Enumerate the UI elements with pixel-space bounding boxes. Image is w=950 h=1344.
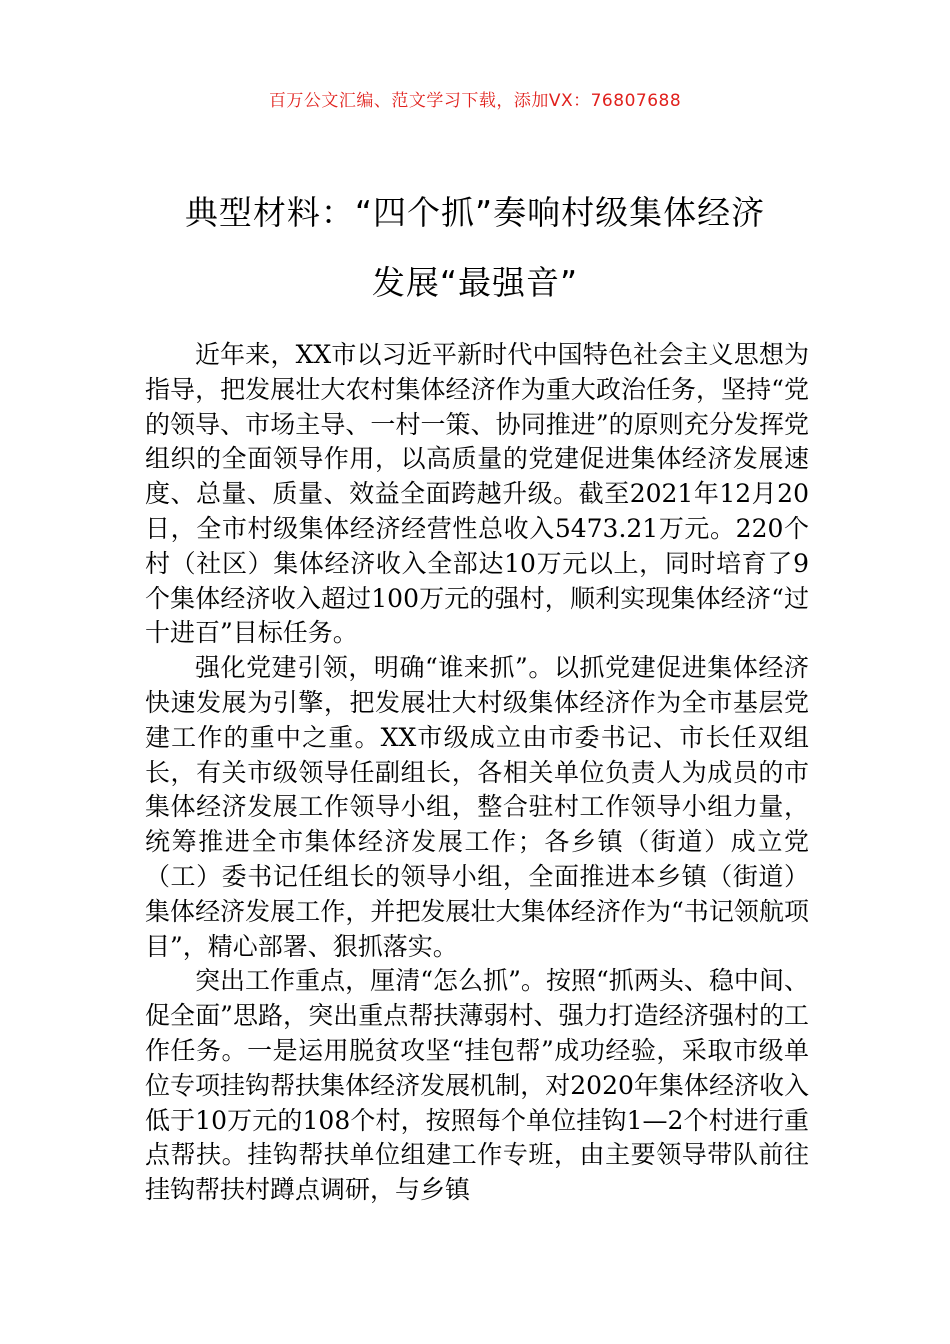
- paragraph-work-focus: 突出工作重点，厘清“怎么抓”。按照“抓两头、稳中间、促全面”思路，突出重点帮扶薄弱村、强力打造经济强村的工作任务。一是运用脱贫攻坚“挂包帮”成功经验，采取市级单位专项挂钩帮扶集体经济发展机制，对2020年集体经济收入低于10万元的108个村，按照每个单位挂钩1—2个村进行重点帮扶。挂钩帮扶单位组建工作专班，由主要领导带队前往挂钩帮扶村蹲点调研，与乡镇: [145, 966, 809, 1205]
- document-body: [145, 338, 809, 1208]
- title-line-2: 发展“最强音”: [371, 263, 579, 302]
- header-promo-note: 百万公文汇编、范文学习下载，添加VX：76807688: [268, 91, 682, 111]
- paragraph-intro: 近年来，XX市以习近平新时代中国特色社会主义思想为指导，把发展壮大农村集体经济作为重大政治任务，坚持“党的领导、市场主导、一村一策、协同推进”的原则充分发挥党组织的全面领导作用，以高质量的党建促进集体经济发展速度、总量、质量、效益全面跨越升级。截至2021年12月20日，全市村级集体经济经营性总收入5473.21万元。220个村（社区）集体经济收入全部达10万元以上，同时培育了9个集体经济收入超过100万元的强村，顺利实现集体经济“过十进百”目标任务。: [145, 340, 809, 648]
- document-title: [100, 178, 850, 318]
- paragraph-party-leadership: 强化党建引领，明确“谁来抓”。以抓党建促进集体经济快速发展为引擎，把发展壮大村级集体经济作为全市基层党建工作的重中之重。XX市级成立由市委书记、市长任双组长，有关市级领导任副组长，各相关单位负责人为成员的市集体经济发展工作领导小组，整合驻村工作领导小组力量，统筹推进全市集体经济发展工作；各乡镇（街道）成立党（工）委书记任组长的领导小组，全面推进本乡镇（街道）集体经济发展工作，并把发展壮大集体经济作为“书记领航项目”，精心部署、狠抓落实。: [145, 653, 809, 961]
- title-line-1: 典型材料：“四个抓”奏响村级集体经济: [184, 193, 766, 232]
